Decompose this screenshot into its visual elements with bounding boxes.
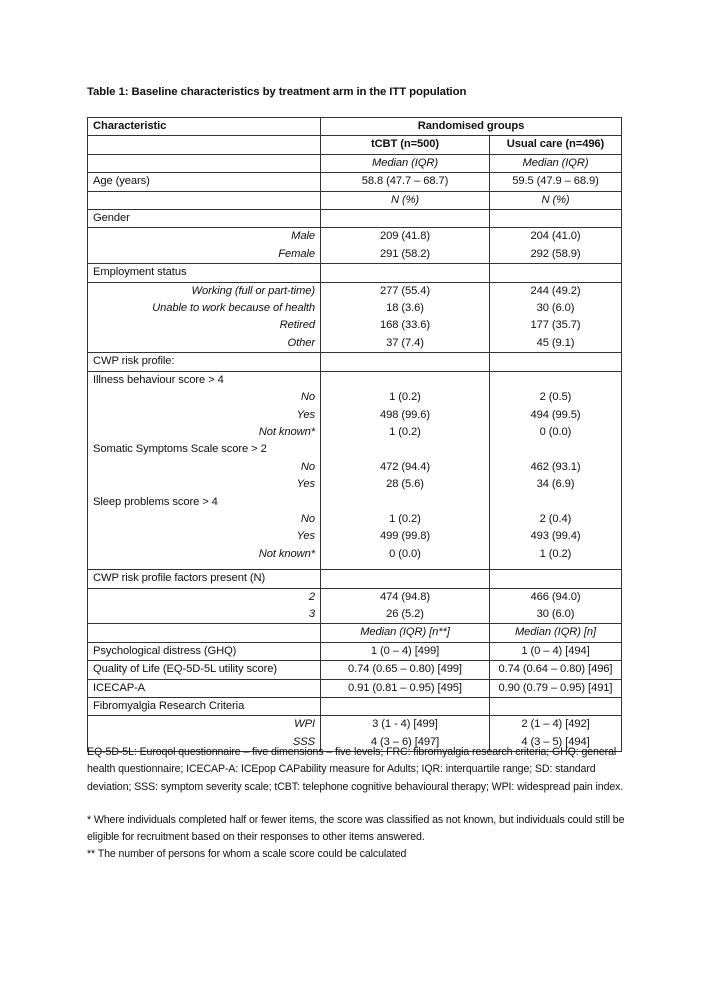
cell-usual-care: 2 (0.5): [490, 389, 622, 406]
subsection-row: [88, 441, 622, 458]
stat-label: Median (IQR): [321, 154, 490, 172]
row-label: Working (full or part-time): [88, 282, 321, 300]
baseline-table: [87, 117, 622, 752]
cell-usual-care: 493 (99.4): [490, 528, 622, 545]
cell-tcbt: 291 (58.2): [321, 246, 490, 264]
row-label: Age (years): [88, 173, 321, 191]
cell-tcbt: 474 (94.8): [321, 588, 490, 606]
cell-usual-care: 292 (58.9): [490, 246, 622, 264]
table-row: [88, 642, 622, 660]
table-row: [88, 173, 622, 191]
subsection-row: [88, 371, 622, 389]
cell-tcbt: 3 (1 - 4) [499]: [321, 716, 490, 734]
table-row: [88, 246, 622, 264]
header-randomised-groups: Randomised groups: [321, 118, 622, 136]
table-row: [88, 389, 622, 406]
row-label: No: [88, 389, 321, 406]
cell-usual-care: 494 (99.5): [490, 407, 622, 424]
section-row: [88, 353, 622, 371]
header-arms-row: [88, 136, 622, 154]
stat-label: Median (IQR) [n]: [490, 624, 622, 642]
cell-tcbt: 1 (0 – 4) [499]: [321, 642, 490, 660]
cell-usual-care: 177 (35.7): [490, 317, 622, 334]
cell-tcbt: 18 (3.6): [321, 300, 490, 317]
row-label: No: [88, 459, 321, 476]
row-label: No: [88, 511, 321, 528]
section-label: Employment status: [88, 264, 321, 282]
header-arm-tcbt: tCBT (n=500): [321, 136, 490, 154]
cell-usual-care: 34 (6.9): [490, 476, 622, 493]
row-label: ICECAP-A: [88, 679, 321, 697]
section-row: [88, 264, 622, 282]
section-row: [88, 698, 622, 716]
row-label: Female: [88, 246, 321, 264]
table-row: [88, 300, 622, 317]
table-row: [88, 476, 622, 493]
subsection-label: Illness behaviour score > 4: [88, 371, 321, 389]
section-label: Gender: [88, 210, 321, 228]
cell-tcbt: 472 (94.4): [321, 459, 490, 476]
cell-usual-care: 204 (41.0): [490, 228, 622, 246]
cell-tcbt: 277 (55.4): [321, 282, 490, 300]
stat-label: Median (IQR): [490, 154, 622, 172]
cell-tcbt: 0.74 (0.65 – 0.80) [499]: [321, 661, 490, 679]
row-label: Not known*: [88, 546, 321, 570]
table-row: [88, 716, 622, 734]
row-label: Male: [88, 228, 321, 246]
cell-usual-care: 45 (9.1): [490, 335, 622, 353]
stat-label-row: [88, 624, 622, 642]
cell-usual-care: 244 (49.2): [490, 282, 622, 300]
row-label: SSS: [88, 734, 321, 752]
row-label: Quality of Life (EQ-5D-5L utility score): [88, 661, 321, 679]
cell-usual-care: 30 (6.0): [490, 606, 622, 624]
section-row: [88, 570, 622, 588]
table-row: [88, 459, 622, 476]
row-label: Retired: [88, 317, 321, 334]
header-row: [88, 118, 622, 136]
cell-tcbt: 1 (0.2): [321, 424, 490, 441]
header-arm-usual-care: Usual care (n=496): [490, 136, 622, 154]
table-row: [88, 679, 622, 697]
cell-tcbt: 4 (3 – 6) [497]: [321, 734, 490, 752]
row-label: WPI: [88, 716, 321, 734]
section-label: Fibromyalgia Research Criteria: [88, 698, 321, 716]
table-row: [88, 335, 622, 353]
cell-usual-care: 1 (0.2): [490, 546, 622, 570]
cell-tcbt: 37 (7.4): [321, 335, 490, 353]
table-caption: Table 1: Baseline characteristics by treatment arm in the ITT population: [87, 86, 467, 98]
cell-usual-care: 2 (1 – 4) [492]: [490, 716, 622, 734]
stat-label-row: [88, 191, 622, 209]
cell-tcbt: 499 (99.8): [321, 528, 490, 545]
stat-label: N (%): [490, 191, 622, 209]
cell-usual-care: 0 (0.0): [490, 424, 622, 441]
table-row: [88, 424, 622, 441]
cell-usual-care: 0.90 (0.79 – 0.95) [491]: [490, 679, 622, 697]
cell-tcbt: 28 (5.6): [321, 476, 490, 493]
row-label: Not known*: [88, 424, 321, 441]
cell-tcbt: 0 (0.0): [321, 546, 490, 570]
cell-usual-care: 462 (93.1): [490, 459, 622, 476]
table-row: [88, 606, 622, 624]
section-label: CWP risk profile:: [88, 353, 321, 371]
table-row: [88, 317, 622, 334]
cell-tcbt: 26 (5.2): [321, 606, 490, 624]
cell-tcbt: 209 (41.8): [321, 228, 490, 246]
table-row: [88, 407, 622, 424]
cell-tcbt: 0.91 (0.81 – 0.95) [495]: [321, 679, 490, 697]
subsection-row: [88, 494, 622, 511]
table-row: [88, 228, 622, 246]
cell-usual-care: 466 (94.0): [490, 588, 622, 606]
row-label: Yes: [88, 528, 321, 545]
header-characteristic: Characteristic: [88, 118, 321, 136]
table-row: [88, 546, 622, 570]
table-row: [88, 588, 622, 606]
table-footnotes: [87, 744, 627, 864]
row-label: Psychological distress (GHQ): [88, 642, 321, 660]
section-label: CWP risk profile factors present (N): [88, 570, 321, 588]
cell-usual-care: 0.74 (0.64 – 0.80) [496]: [490, 661, 622, 679]
table-row: [88, 511, 622, 528]
row-label: 2: [88, 588, 321, 606]
cell-usual-care: 30 (6.0): [490, 300, 622, 317]
cell-usual-care: 1 (0 – 4) [494]: [490, 642, 622, 660]
table-row: [88, 661, 622, 679]
table-row: [88, 528, 622, 545]
stat-label: N (%): [321, 191, 490, 209]
row-label: Unable to work because of health: [88, 300, 321, 317]
row-label: Yes: [88, 407, 321, 424]
cell-usual-care: 4 (3 – 5) [494]: [490, 734, 622, 752]
cell-tcbt: 58.8 (47.7 – 68.7): [321, 173, 490, 191]
abbreviations-note: EQ-5D-5L: Euroqol questionnaire – five dimensions – five levels; FRC: fibromyalgia research criteria; GHQ: general health questionnaire; ICECAP-A: ICEpop CAPability measure for Adults; IQR: interquartile range; SD: standard deviation; SSS: symptom severity scale; tCBT: telephone cognitive behavioural therapy; WPI: widespread pain index.: [87, 746, 624, 793]
subsection-label: Somatic Symptoms Scale score > 2: [88, 441, 321, 458]
cell-tcbt: 498 (99.6): [321, 407, 490, 424]
cell-tcbt: 1 (0.2): [321, 511, 490, 528]
cell-tcbt: 168 (33.6): [321, 317, 490, 334]
stat-label-row: [88, 154, 622, 172]
section-row: [88, 210, 622, 228]
cell-usual-care: 59.5 (47.9 – 68.9): [490, 173, 622, 191]
table-row: [88, 282, 622, 300]
row-label: Other: [88, 335, 321, 353]
row-label: Yes: [88, 476, 321, 493]
stat-label: Median (IQR) [n**]: [321, 624, 490, 642]
cell-tcbt: 1 (0.2): [321, 389, 490, 406]
subsection-label: Sleep problems score > 4: [88, 494, 321, 511]
footnote-single-asterisk: * Where individuals completed half or fewer items, the score was classified as not known, but individuals could still be eligible for recruitment based on their responses to other items answered.: [87, 813, 625, 844]
cell-usual-care: 2 (0.4): [490, 511, 622, 528]
row-label: 3: [88, 606, 321, 624]
footnote-double-asterisk: ** The number of persons for whom a scale score could be calculated: [87, 848, 407, 861]
